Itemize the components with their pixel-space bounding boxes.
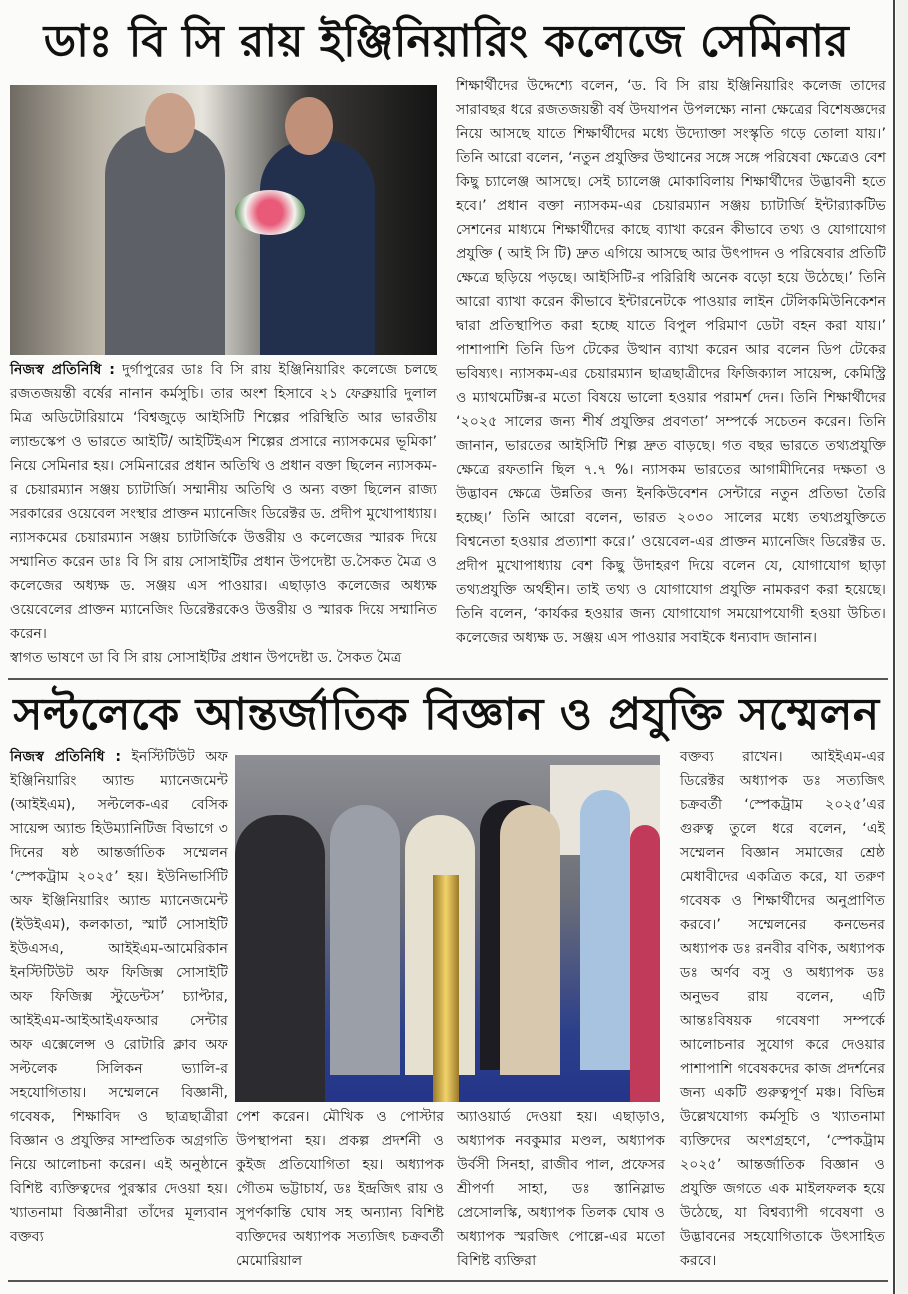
article2-col4-text: বক্তব্য রাখেন। আইইএম-এর ডিরেক্টর অধ্যাপক ডঃ সত্যজিৎ চক্রবর্তী ‘স্পেকট্রাম ২০২৫’এর গুরুত্ব তুলে ধরে বলেন, ‘এই সম্মেলন বিজ্ঞান সমাজের শ্রেষ্ঠ মেধাবীদের একত্রিত করে, যা তরুণ গবেষক ও শিক্ষার্থীদের অনুপ্রাণিত করবে।’ সম্মেলনের কনভেনর অধ্যাপক ডঃ রনবীর বণিক, অধ্যাপক ডঃ অর্ণব বসু ও অধ্যাপক ডঃ অনুভব রায় বলেন, এটি আন্তঃবিষয়ক গবেষণা সম্পর্কে আলোচনার সুযোগ করে দেওয়ার পাশাপাশি গবেষকদের কাজ প্রদর্শনের জন্য একটি গুরুত্বপূর্ণ মঞ্চ। বিভিন্ন উল্লেখযোগ্য কর্মসূচি ও খ্যাতনামা ব্যক্তিদের অংশগ্রহণে, ‘স্পেকট্রাম ২০২৫’ আন্তর্জাতিক বিজ্ঞান ও প্রযুক্তি জগতে এক মাইলফলক হয়ে উঠেছে, যা বিশ্বব্যাপী গবেষণা ও উদ্ভাবনের সহযোগিতাকে উৎসাহিত করবে। <box>680 749 885 1269</box>
article2-column-4 <box>680 745 885 1273</box>
page-border <box>893 0 895 1294</box>
article2-column-1 <box>10 745 228 1249</box>
article1-photo <box>10 85 437 355</box>
article1-left-text: দুর্গাপুরের ডাঃ বি সি রায় ইঞ্জিনিয়ারিং কলেজে চলছে রজতজয়ন্তী বর্ষের নানান কর্মসুচি। তার অংশ হিসাবে ২১ ফেব্রুয়ারি দুলাল মিত্র অডিটোরিয়ামে ‘বিশ্বজুড়ে আইসিটি শিল্পের পরিস্থিতি আর ভারতীয় ল্যান্ডস্কেপ ও ভারতে আইটি/ আইটিইএস শিল্পের প্রসারে ন্যাসকমের ভূমিকা’ নিয়ে সেমিনার হয়। সেমিনারের প্রধান অতিথি ও প্রধান বক্তা ছিলেন ন্যাসকম-র চেয়ারম্যান সঞ্জয় চ্যাটার্জি। সম্মানীয় অতিথি ও অন্য বক্তা ছিলেন রাজ্য সরকারের ওয়েবেল সংস্থার প্রাক্তন ম্যানেজিং ডিরেক্টর ড. প্রদীপ মুখোপাধ্যায়। ন্যাসকমের চেয়ারম্যান সঞ্জয় চ্যাটার্জিকে উত্তরীয় ও কলেজের স্মারক দিয়ে সম্মানিত করেন ডাঃ বি সি রায় সোসাইটির প্রধান উপদেষ্টা ড.সৈকত মৈত্র ও কলেজের অধ্যক্ষ ড. সঞ্জয় এস পাওয়ার। এছাড়াও কলেজের অধ্যক্ষ ওয়েবেলের প্রাক্তন ম্যানেজিং ডিরেক্টরকেও উত্তরীয় ও স্মারক দিয়ে সম্মানিত করেন। <box>10 362 437 642</box>
bouquet <box>235 190 305 235</box>
bottom-rule <box>8 1280 888 1282</box>
person-2 <box>330 805 400 1075</box>
lamp <box>433 875 459 1102</box>
person-1 <box>235 815 325 1102</box>
person-left <box>105 125 225 355</box>
article2-byline: নিজস্ব প্রতিনিধি : <box>10 749 122 765</box>
article2-column-2 <box>236 1105 444 1273</box>
article2-col2-text: পেশ করেন। মৌখিক ও পোস্টার উপস্থাপনা হয়। প্রকল্প প্রদর্শনী ও কুইজ প্রতিযোগিতা হয়। অধ্যাপক গৌতম ভট্টাচার্য, ডঃ ইন্দ্রজিৎ রায় ও সুপর্ণকান্তি ঘোষ সহ অন্যান্য বিশিষ্ট ব্যক্তিদের অধ্যাপক সত্যজিৎ চক্রবর্তী মেমোরিয়াল <box>236 1109 444 1269</box>
person-left-head <box>145 93 195 153</box>
article1-left-column <box>10 358 437 670</box>
article2-photo <box>235 755 660 1102</box>
article1-headline: ডাঃ বি সি রায় ইঞ্জিনিয়ারিং কলেজে সেমিনার <box>43 16 850 67</box>
article2-column-3 <box>457 1105 665 1273</box>
article1-right-column <box>456 74 886 650</box>
adjacent-page-fragment <box>896 0 908 1294</box>
article2-col3-text: অ্যাওয়ার্ড দেওয়া হয়। এছাড়াও, অধ্যাপক নবকুমার মণ্ডল, অধ্যাপক উর্বসী সিনহা, রাজীব পাল, প্রফেসর শ্রীপর্ণা সাহা, ডঃ স্তানিস্লাভ প্রেসোলস্কি, অধ্যাপক তিলক ঘোষ ও অধ্যাপক স্মরজিৎ পোল্লে-এর মতো বিশিষ্ট ব্যক্তিরা <box>457 1109 665 1269</box>
person-5 <box>500 805 560 1075</box>
person-6 <box>580 790 630 1070</box>
article1-byline: নিজস্ব প্রতিনিধি : <box>10 362 115 378</box>
article2-headline: সল্টলেকে আন্তর্জাতিক বিজ্ঞান ও প্রযুক্তি সম্মেলন <box>13 689 880 740</box>
person-right-head <box>285 97 333 155</box>
article-divider <box>8 678 888 680</box>
person-right <box>260 140 375 355</box>
article2-col1-text: ইনস্টিটিউট অফ ইঞ্জিনিয়ারিং অ্যান্ড ম্যানেজমেন্ট (আইইএম), সল্টলেক-এর বেসিক সায়েন্স অ্যান্ড হিউম্যানিটিজ বিভাগে ৩ দিনের ষষ্ঠ আন্তর্জাতিক সম্মেলন ‘স্পেকট্রাম ২০২৫’ হয়। ইউনিভার্সিটি অফ ইঞ্জিনিয়ারিং অ্যান্ড ম্যানেজমেন্ট (ইউইএম), কলকাতা, স্মার্ট সোসাইটি ইউএসএ, আইইএম-আমেরিকান ইনস্টিটিউট অফ ফিজিক্স সোসাইটি অফ ফিজিক্স স্টুডেন্টস’ চ্যাপ্টার, আইইএম-আইআইএফআর সেন্টার অফ এক্সেলেন্স ও রোটারি ক্লাব অফ সল্টলেক সিলিকন ভ্যালি-র সহযোগিতায়। সম্মেলনে বিজ্ঞানী, গবেষক, শিক্ষাবিদ ও ছাত্রছাত্রীরা বিজ্ঞান ও প্রযুক্তির সাম্প্রতিক অগ্রগতি নিয়ে আলোচনা করেন। এই অনুষ্ঠানে বিশিষ্ট ব্যক্তিত্বদের পুরস্কার দেওয়া হয়। খ্যাতনামা বিজ্ঞানীরা তাঁদের মূল্যবান বক্তব্য <box>10 749 228 1245</box>
article1-right-text: শিক্ষার্থীদের উদ্দেশ্যে বলেন, ‘ড. বি সি রায় ইঞ্জিনিয়ারিং কলেজ তাদের সারাবছর ধরে রজতজয়ন্তী বর্ষ উদযাপন উপলক্ষ্যে নানা ক্ষেত্রের বিশেষজ্ঞদের নিয়ে আসছে যাতে শিক্ষার্থীদের মধ্যে উদ্যোক্তা সংস্কৃতি গড়ে তোলা যায়।’ তিনি আরো বলেন, ‘নতুন প্রযুক্তির উত্থানের সঙ্গে সঙ্গে পরিষেবা ক্ষেত্রেও বেশ কিছু চ্যালেঞ্জ আসছে। সেই চ্যালেঞ্জ মোকাবিলায় শিক্ষার্থীদের উদ্ভাবনী হতে হবে।’ প্রধান বক্তা ন্যাসকম-এর চেয়ারম্যান সঞ্জয় চ্যাটার্জি ইন্টার‍্যাকটিভ সেশনের মাধ্যমে শিক্ষার্থীদের কাছে ব্যাখা করেন কীভাবে তথ্য ও যোগাযোগ প্রযুক্তি ( আই সি টি) দ্রুত এগিয়ে আসছে আর উৎপাদন ও পরিষেবার প্রতিটি ক্ষেত্রে ছড়িয়ে পড়ছে। আইসিটি-র পরিরিধি অনেক বড়ো হয়ে উঠেছে।’ তিনি আরো ব্যাখা করেন কীভাবে ইন্টারনেটকে পাওয়ার লাইন টেলিকমিউনিকেশন দ্বারা প্রতিস্থাপিত করা হচ্ছে যাতে বিপুল পরিমাণ ডেটা বহন করা যায়।’ পাশাপাশি তিনি ডিপ টেকের উত্থান ব্যাখা করেন আর বলেন ডিপ টেকের ভবিষ্যৎ। ন্যাসকম-এর চেয়ারম্যান ছাত্রছাত্রীদের ফিজিক্যাল সায়েন্স, কেমিস্ট্রি ও ম্যাথমেটিক্স-র মতো বিষয়ে ভালো হওয়ার পরামর্শ দেন। তিনি শিক্ষার্থীদের ‘২০২৫ সালের জন্য শীর্ষ প্রযুক্তির প্রবণতা’ সম্পর্কে সচেতন করেন। তিনি জানান, ভারতের আইসিটি শিল্প দ্রুত বাড়ছে। গত বছর ভারতে তথ্যপ্রযুক্তি ক্ষেত্রে রফতানি ছিল ৭.৭ %। ন্যাসকম ভারতের আগামীদিনের দক্ষতা ও উদ্ভাবন ক্ষেত্রে উন্নতির জন্য ইনকিউবেশন সেন্টারে নতুন প্রতিভা তৈরি হচ্ছে।’ তিনি আরো বলেন, ভারত ২০৩০ সালের মধ্যে তথ্যপ্রযুক্তিতে বিশ্বনেতা হওয়ার প্রত্যাশা করে।’ ওয়েবেল-এর প্রাক্তন ম্যানেজিং ডিরেক্টর ড. প্রদীপ মুখোপাধ্যায় বেশ কিছু উদাহরণ দিয়ে বলেন যে, যোগাযোগ ছাড়া তথ্যপ্রযুক্তি অর্থহীন। তাই তথ্য ও যোগাযোগ প্রযুক্তি নামকরণ করা হয়েছে। তিনি বলেন, ‘কার্যকর হওয়ার জন্য যোগাযোগ সময়োপযোগী হওয়া উচিত। কলেজের অধ্যক্ষ ড. সঞ্জয় এস পাওয়ার সবাইকে ধন্যবাদ জানান। <box>456 78 887 646</box>
article1-left-text-2: স্বাগত ভাষণে ডা বি সি রায় সোসাইটির প্রধান উপদেষ্টা ড. সৈকত মৈত্র <box>10 650 402 666</box>
person-7 <box>630 825 660 1102</box>
